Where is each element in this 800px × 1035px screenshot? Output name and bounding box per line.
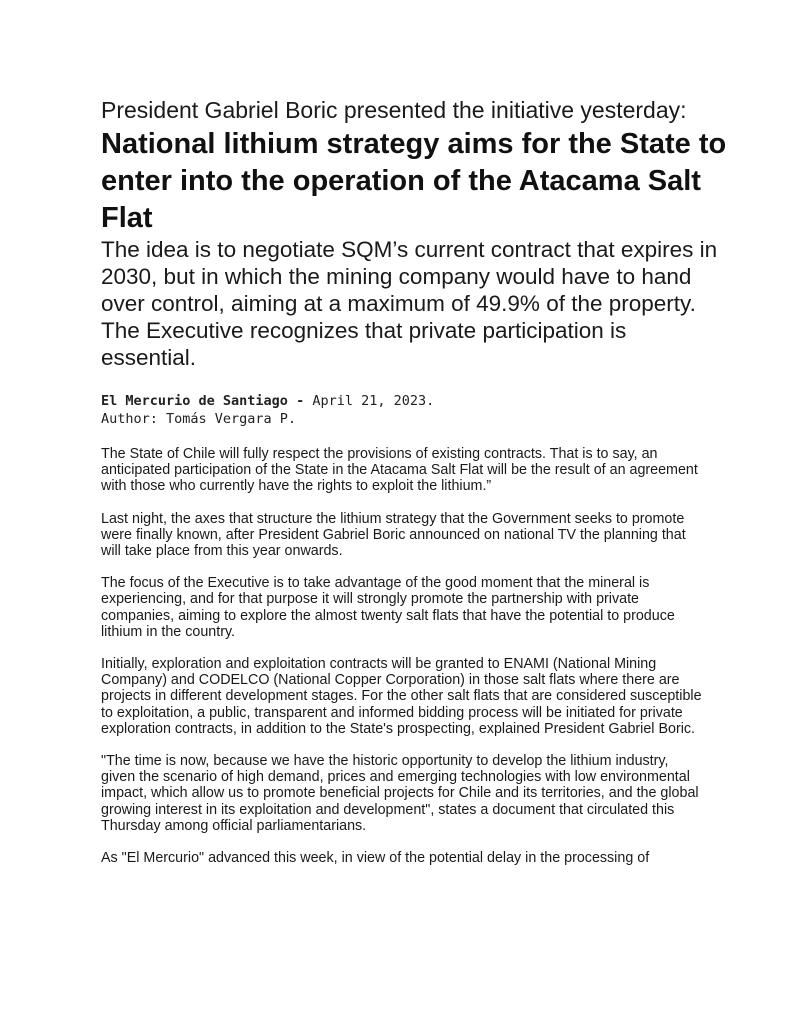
body-paragraph: The focus of the Executive is to take advantage of the good moment that the mineral is experiencing, and for that purpose it will strongly promote the partnership with private companies, aiming to explore the almost twenty salt flats that have the potential to produce lithium in the country. [101, 575, 675, 640]
body-paragraph: Initially, exploration and exploitation contracts will be granted to ENAMI (National Mining Company) and CODELCO (National Copper Corporation) in those salt flats where there are projects in different development stages. For the other salt flats that are considered susceptible to exploitation, a public, transparent and informed bidding process will be initiated for private exploration contracts, in addition to the State's prospecting, explained President Gabriel Boric. [101, 656, 702, 737]
article-body [101, 446, 703, 882]
byline [101, 392, 701, 428]
author-line: Author: Tomás Vergara P. [101, 411, 297, 427]
publish-date: April 21, 2023. [304, 393, 435, 409]
article-dek: The idea is to negotiate SQM’s current contract that expires in 2030, but in which the mining company would have to hand over control, aiming at a maximum of 49.9% of the property. The Executive recognizes that private participation is essential. [101, 237, 718, 370]
body-paragraph: Last night, the axes that structure the lithium strategy that the Government seeks to promote were finally known, after President Gabriel Boric announced on national TV the planning that will take place from this year onwards. [101, 510, 686, 560]
body-paragraph: The State of Chile will fully respect the provisions of existing contracts. That is to say, an anticipated participation of the State in the Atacama Salt Flat will be the result of an agreement with those who currently have the rights to exploit the lithium.” [101, 446, 698, 495]
source-line [101, 392, 701, 410]
body-paragraph: As "El Mercurio" advanced this week, in view of the potential delay in the processing of [101, 850, 650, 867]
body-paragraph: "The time is now, because we have the historic opportunity to develop the lithium industry, given the scenario of high demand, prices and emerging technologies with low environmental impact, which allow us to promote beneficial projects for Chile and its territories, and the global growing interest in its exploitation and development", states a document that circulated this Thursday among official parliamentarians. [101, 753, 699, 834]
article-kicker: President Gabriel Boric presented the initiative yesterday: [101, 97, 687, 123]
source-name: El Mercurio de Santiago - [101, 393, 305, 409]
article-headline: National lithium strategy aims for the State to enter into the operation of the Atacama Salt Flat [101, 128, 727, 234]
